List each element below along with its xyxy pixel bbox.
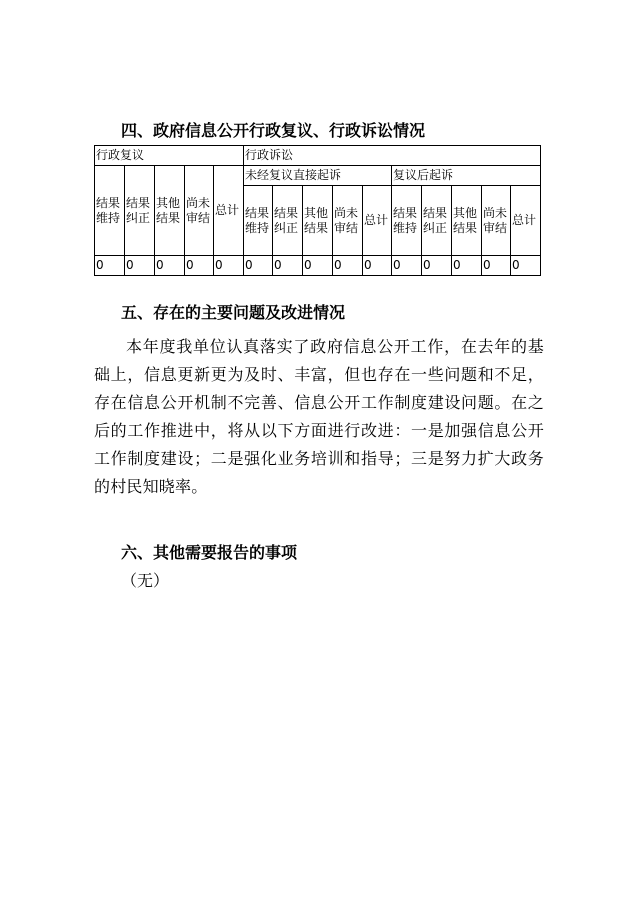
col-header: 结果纠正	[422, 186, 452, 256]
section6-heading: 六、其他需要报告的事项	[121, 543, 298, 562]
table-cell: 0	[333, 256, 363, 276]
col-header: 结果维持	[244, 186, 273, 256]
section5-heading: 五、存在的主要问题及改进情况	[121, 303, 346, 322]
table-cell: 0	[392, 256, 422, 276]
table-cell: 0	[363, 256, 392, 276]
col-header: 总计	[214, 166, 244, 256]
col-header: 其他结果	[303, 186, 333, 256]
section6-body: （无）	[121, 571, 170, 590]
col-header: 其他结果	[452, 186, 482, 256]
section4-heading: 四、政府信息公开行政复议、行政诉讼情况	[121, 121, 426, 140]
col-header: 结果纠正	[273, 186, 303, 256]
header-direct: 未经复议直接起诉	[244, 166, 392, 186]
table-cell: 0	[214, 256, 244, 276]
col-header: 其他结果	[155, 166, 185, 256]
col-header: 尚未审结	[482, 186, 511, 256]
table-cell: 0	[155, 256, 185, 276]
col-header: 结果纠正	[125, 166, 155, 256]
table-cell: 0	[452, 256, 482, 276]
review-litigation-table	[94, 145, 541, 276]
col-header: 总计	[363, 186, 392, 256]
col-header: 尚未审结	[185, 166, 214, 256]
header-litigation: 行政诉讼	[244, 146, 541, 166]
table-cell: 0	[303, 256, 333, 276]
col-header: 总计	[511, 186, 541, 256]
table-cell: 0	[511, 256, 541, 276]
header-after: 复议后起诉	[392, 166, 541, 186]
section5-paragraph: 本年度我单位认真落实了政府信息公开工作，在去年的基础上，信息更新更为及时、丰富，但也存在一些问题和不足，存在信息公开机制不完善、信息公开工作制度建设问题。在之后的工作推进中，将从以下方面进行改进：一是加强信息公开工作制度建设；二是强化业务培训和指导；三是努力扩大政务的村民知晓率。	[94, 337, 544, 496]
table-cell: 0	[185, 256, 214, 276]
table-cell: 0	[482, 256, 511, 276]
table-cell: 0	[422, 256, 452, 276]
col-header: 结果维持	[392, 186, 422, 256]
table-cell: 0	[244, 256, 273, 276]
col-header: 结果维持	[95, 166, 125, 256]
table-cell: 0	[273, 256, 303, 276]
table-cell: 0	[125, 256, 155, 276]
section5-body	[94, 333, 544, 501]
header-review: 行政复议	[95, 146, 244, 166]
col-header: 尚未审结	[333, 186, 363, 256]
table-cell: 0	[95, 256, 125, 276]
